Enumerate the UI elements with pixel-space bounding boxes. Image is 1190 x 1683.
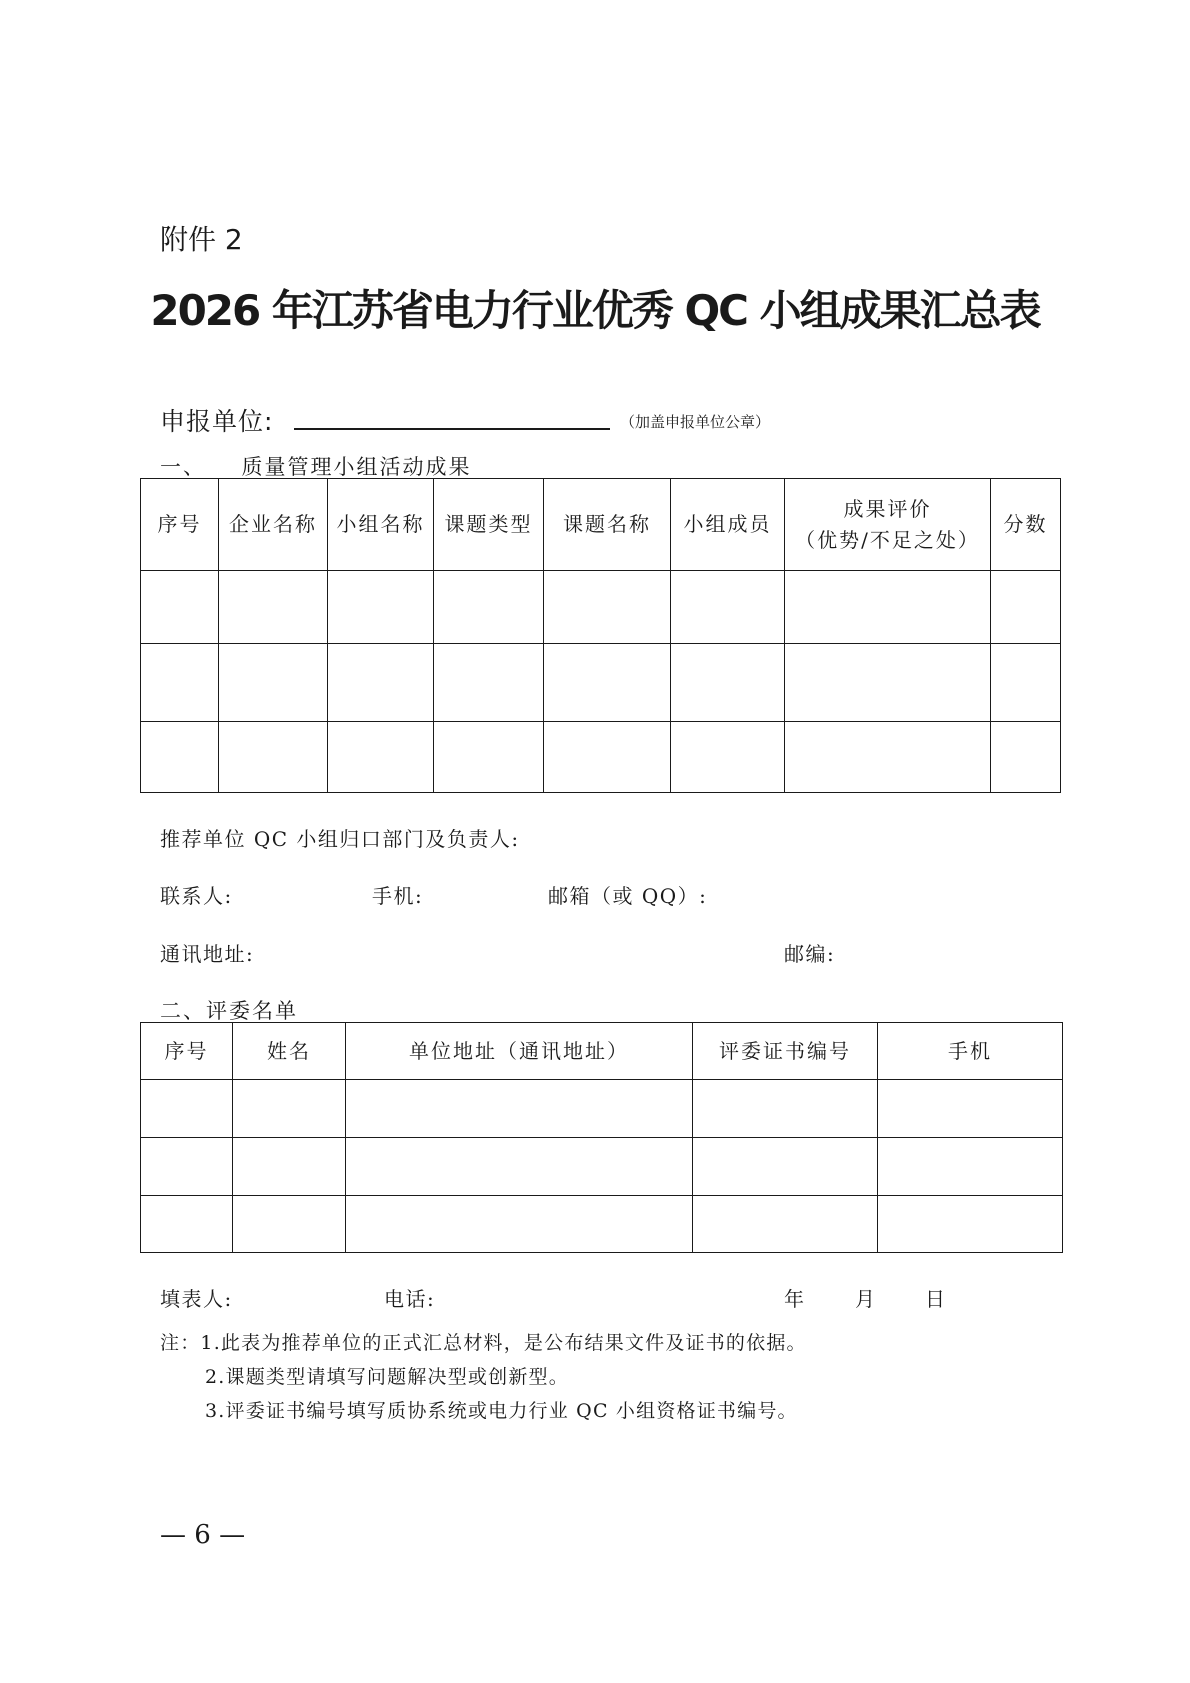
contact-person-label: 联系人: [160,884,233,908]
note-line: 2.课题类型请填写问题解决型或创新型。 [205,1366,569,1388]
table-cell[interactable] [991,722,1061,793]
table-cell[interactable] [346,1138,693,1196]
table-cell[interactable] [219,722,328,793]
table-cell[interactable] [785,571,991,644]
table-row [141,722,1061,793]
table-cell[interactable] [346,1196,693,1253]
section2-heading: 二、评委名单 [160,999,298,1023]
table-cell[interactable] [328,644,434,722]
table-header-row [141,1023,1063,1080]
mobile-label: 手机: [372,884,424,908]
table-cell[interactable] [544,644,671,722]
header-cell: 姓名 [233,1023,346,1080]
header-cell: 单位地址（通讯地址） [346,1023,693,1080]
table-cell[interactable] [693,1138,878,1196]
page-number: — 6 — [160,1520,246,1550]
table-cell[interactable] [991,644,1061,722]
header-cell: 分数 [991,479,1061,571]
note-line: 3.评委证书编号填写质协系统或电力行业 QC 小组资格证书编号。 [205,1400,798,1422]
table-cell[interactable] [991,571,1061,644]
table-cell[interactable] [671,722,785,793]
table-cell[interactable] [141,1196,233,1253]
qc-results-table [140,478,1061,793]
table-row [141,1138,1063,1196]
header-cell: 评委证书编号 [693,1023,878,1080]
table-row [141,1080,1063,1138]
table-cell[interactable] [219,571,328,644]
judges-table [140,1022,1063,1253]
header-cell: 序号 [141,479,219,571]
table-cell[interactable] [434,644,544,722]
table-cell[interactable] [878,1080,1063,1138]
table-cell[interactable] [671,571,785,644]
table-cell[interactable] [328,571,434,644]
applicant-unit-label: 申报单位: [160,407,274,436]
header-line: 成果评价 [843,496,932,521]
table-cell[interactable] [785,722,991,793]
table-cell[interactable] [346,1080,693,1138]
table-cell[interactable] [785,644,991,722]
date-month: 月 [855,1287,877,1311]
header-cell: 序号 [141,1023,233,1080]
table-cell[interactable] [141,1138,233,1196]
table-cell[interactable] [233,1080,346,1138]
table-cell[interactable] [141,1080,233,1138]
table-header-row [141,479,1061,571]
table-cell[interactable] [544,722,671,793]
attachment-label: 附件 2 [160,223,243,256]
document-title: 2026 年江苏省电力行业优秀 QC 小组成果汇总表 [150,286,1040,335]
filler-label: 填表人: [160,1287,233,1311]
dept-label: 推荐单位 QC 小组归口部门及负责人: [160,827,520,851]
header-cell: 小组成员 [671,479,785,571]
table-cell[interactable] [328,722,434,793]
table-cell[interactable] [693,1196,878,1253]
table-cell[interactable] [878,1196,1063,1253]
applicant-unit-note: （加盖申报单位公章） [620,413,771,431]
table-cell[interactable] [544,571,671,644]
table-cell[interactable] [219,644,328,722]
zip-label: 邮编: [784,942,836,966]
table-row [141,644,1061,722]
date-year: 年 [784,1287,806,1311]
header-cell: 小组名称 [328,479,434,571]
table-cell[interactable] [878,1138,1063,1196]
table-cell[interactable] [141,571,219,644]
table-cell[interactable] [233,1196,346,1253]
applicant-unit-field[interactable] [294,428,610,430]
header-cell: 手机 [878,1023,1063,1080]
email-label: 邮箱（或 QQ）: [548,884,708,908]
table-cell[interactable] [693,1080,878,1138]
address-label: 通讯地址: [160,942,255,966]
date-day: 日 [925,1287,947,1311]
header-line: （优势/不足之处） [795,527,980,552]
table-cell[interactable] [141,722,219,793]
section1-heading: 一、 质量管理小组活动成果 [160,455,472,479]
table-row [141,1196,1063,1253]
tel-label: 电话: [384,1287,436,1311]
table-cell[interactable] [141,644,219,722]
table-cell[interactable] [233,1138,346,1196]
header-cell: 课题名称 [544,479,671,571]
note-line: 注：1.此表为推荐单位的正式汇总材料，是公布结果文件及证书的依据。 [160,1332,807,1354]
header-cell: 课题类型 [434,479,544,571]
header-cell: 企业名称 [219,479,328,571]
notes [160,1326,807,1428]
table-cell[interactable] [434,571,544,644]
table-cell[interactable] [671,644,785,722]
table-row [141,571,1061,644]
header-cell [785,479,991,571]
table-cell[interactable] [434,722,544,793]
